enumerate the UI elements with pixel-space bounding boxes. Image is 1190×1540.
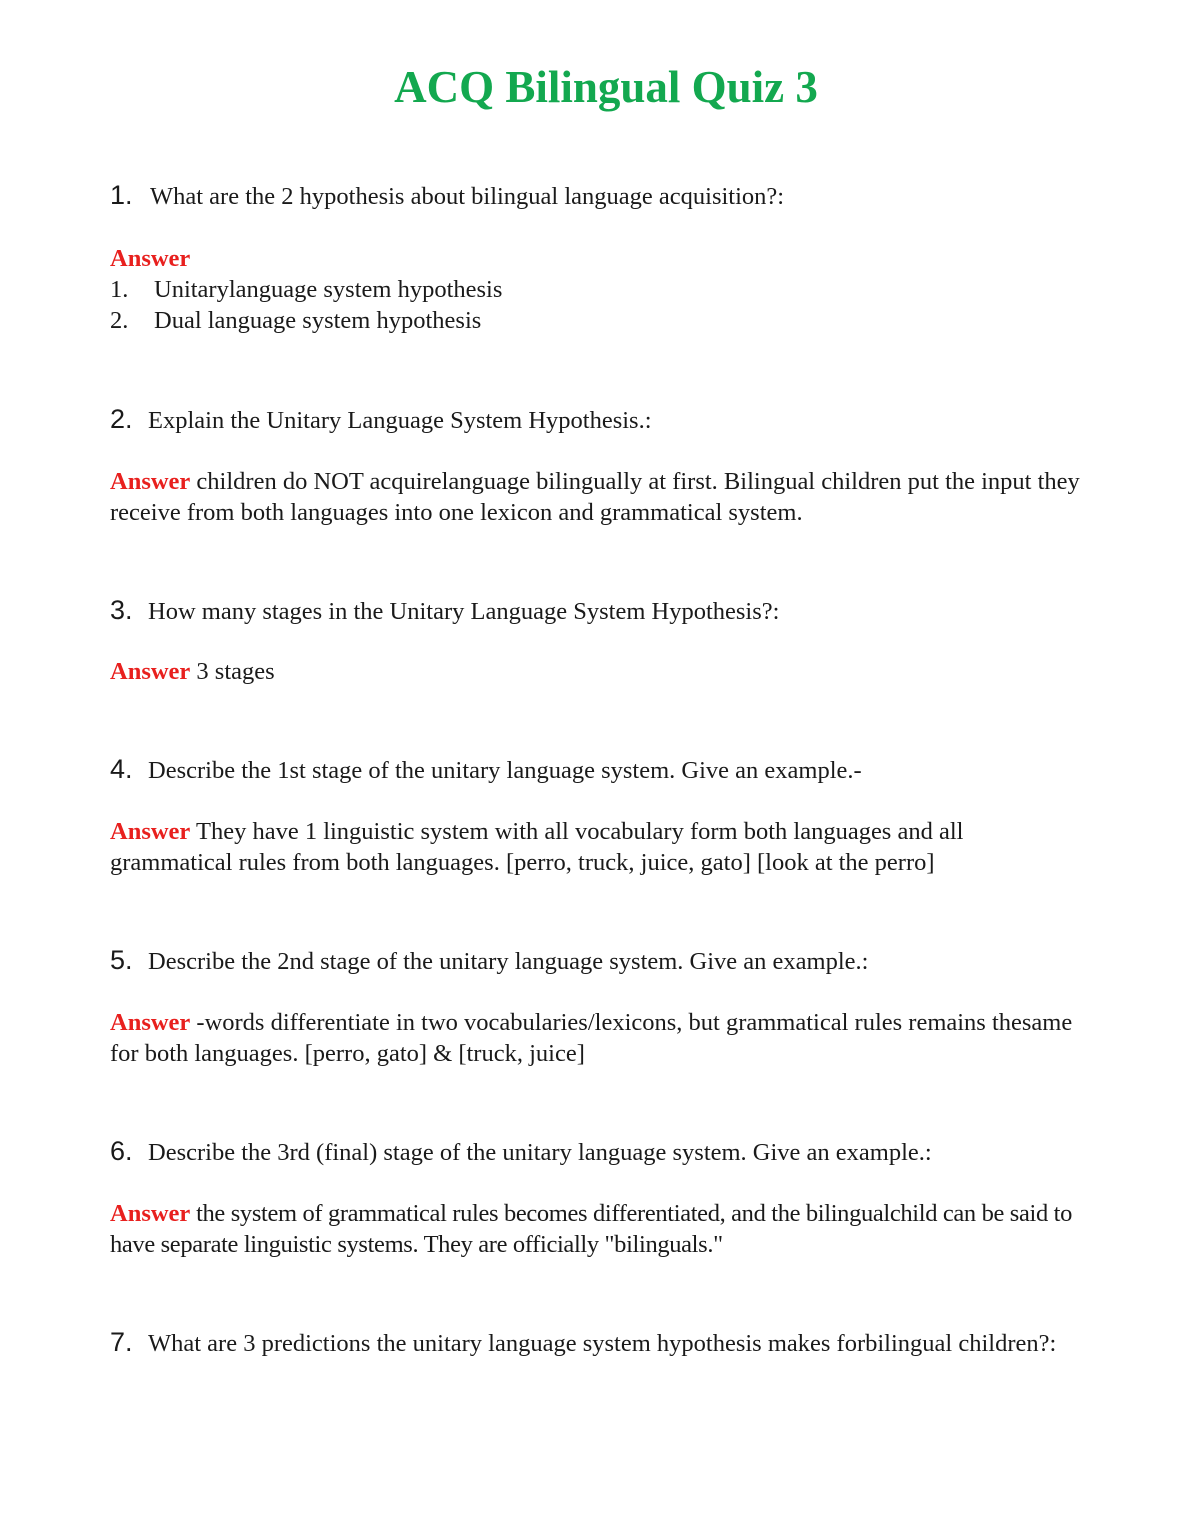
question-text: 7. What are 3 predictions the unitary language system hypothesis makes forbilingual children?: xyxy=(110,1327,1057,1357)
question-4 xyxy=(110,754,1090,786)
question-7 xyxy=(110,1327,1090,1359)
question-number: 7. xyxy=(110,1327,133,1357)
answer-label: Answer xyxy=(110,245,191,272)
answer-label: Answer xyxy=(110,818,191,845)
answer-5 xyxy=(110,1007,1090,1069)
answer-list xyxy=(110,274,1090,336)
question-6 xyxy=(110,1136,1090,1168)
answer-4 xyxy=(110,816,1090,878)
list-item: 2. Dual language system hypothesis xyxy=(110,307,482,334)
question-3 xyxy=(110,595,1090,627)
answer-text: 3 stages xyxy=(190,658,275,685)
document-title: ACQ Bilingual Quiz 3 xyxy=(394,62,818,112)
question-text: 1. What are the 2 hypothesis about bilingual language acquisition?: xyxy=(110,180,785,210)
question-number: 2. xyxy=(110,404,133,434)
answer-1 xyxy=(110,243,1090,336)
question-text: 2. Explain the Unitary Language System Hypothesis.: xyxy=(110,404,652,434)
answer-label: Answer xyxy=(110,468,191,495)
answer-text: the system of grammatical rules becomes differentiated, and the bilingualchild can be said to have separate linguistic systems. They are officially "bilinguals." xyxy=(110,1200,1072,1258)
answer-label: Answer xyxy=(110,1200,191,1227)
question-2 xyxy=(110,404,1090,436)
answer-2 xyxy=(110,466,1090,528)
answer-text: children do NOT acquirelanguage bilingually at first. Bilingual children put the input they receive from both languages into one lexicon and grammatical system. xyxy=(110,468,1080,526)
question-text: 5. Describe the 2nd stage of the unitary language system. Give an example.: xyxy=(110,945,869,975)
question-text: 6. Describe the 3rd (final) stage of the unitary language system. Give an example.: xyxy=(110,1136,932,1166)
question-text: 3. How many stages in the Unitary Language System Hypothesis?: xyxy=(110,595,780,625)
question-5 xyxy=(110,945,1090,977)
answer-label: Answer xyxy=(110,1009,191,1036)
answer-text: -words differentiate in two vocabularies/lexicons, but grammatical rules remains thesame for both languages. [perro, gato] & [truck, juice] xyxy=(110,1009,1073,1067)
question-number: 5. xyxy=(110,945,133,975)
answer-text: They have 1 linguistic system with all vocabulary form both languages and all grammatical rules from both languages. [perro, truck, juice, gato] [look at the perro] xyxy=(110,818,964,876)
question-number: 3. xyxy=(110,595,133,625)
question-number: 6. xyxy=(110,1136,133,1166)
question-text: 4. Describe the 1st stage of the unitary language system. Give an example.- xyxy=(110,754,862,784)
list-item: 1. Unitarylanguage system hypothesis xyxy=(110,276,503,303)
question-number: 4. xyxy=(110,754,133,784)
answer-label: Answer xyxy=(110,658,191,685)
question-1 xyxy=(110,180,1090,212)
answer-6 xyxy=(110,1198,1090,1260)
question-number: 1. xyxy=(110,180,133,210)
answer-3 xyxy=(110,656,1090,687)
